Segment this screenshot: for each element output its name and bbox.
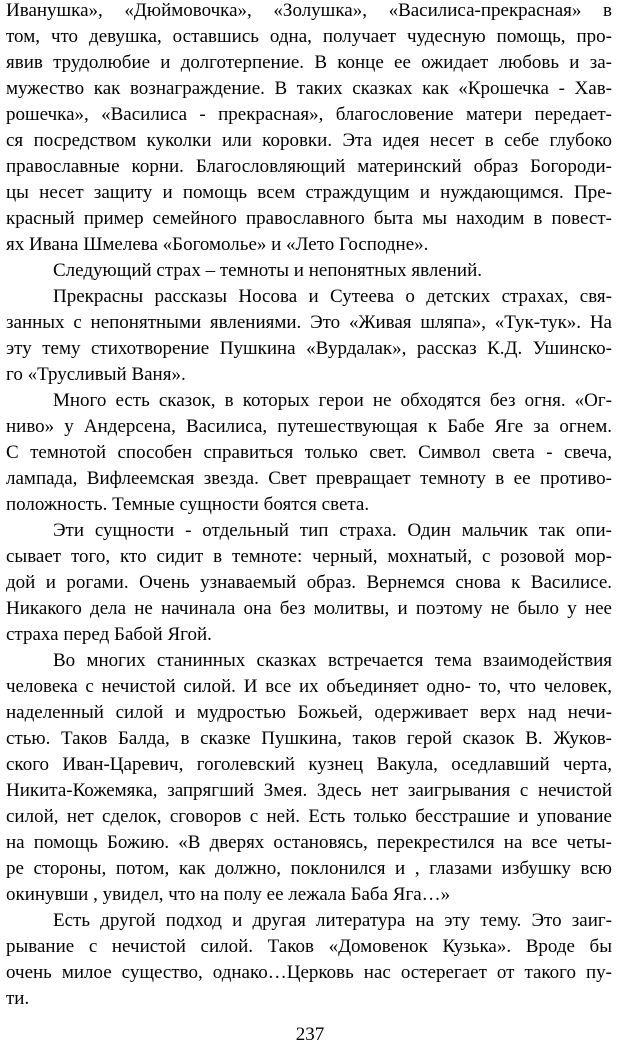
text-line: го «Трусливый Ваня». — [6, 364, 186, 385]
text-line: Прекрасны рассказы Носова и Сутеева о детских страхах, свя- — [53, 286, 612, 307]
text-line: ти. — [6, 988, 30, 1009]
page-number: 237 — [295, 1024, 325, 1045]
text-line: ся посредством куколки или коровки. Эта идея несет в себе глубоко — [6, 130, 612, 151]
text-line: окинувши , увидел, что на полу ее лежала Баба Яга…» — [6, 884, 451, 905]
text-line: Следующий страх – темноты и непонятных явлений. — [53, 260, 483, 281]
paragraph — [6, 388, 612, 518]
paragraph — [6, 908, 612, 1012]
text-line: стью. Таков Балда, в сказке Пушкина, таков герой сказок В. Жуков- — [6, 728, 612, 749]
text-line: Во многих станинных сказках встречается тема взаимодействия — [53, 650, 612, 671]
paragraph — [6, 518, 612, 648]
text-line: Никакого дела не начинала она без молитвы, и поэтому не было у нее — [6, 598, 612, 619]
text-line: человека с нечистой силой. И все их объединяет одно- то, что человек, — [6, 676, 612, 697]
paragraph — [6, 258, 612, 284]
text-line: Иванушка», «Дюймовочка», «Золушка», «Василиса-прекрасная» в — [6, 0, 612, 21]
paragraph — [6, 0, 612, 258]
text-line: Никита-Кожемяка, запрягший Змея. Здесь нет заигрывания с нечистой — [6, 780, 612, 801]
text-line: Много есть сказок, в которых герои не обходятся без огня. «Ог- — [53, 390, 612, 411]
body-text — [6, 0, 612, 1012]
text-line: очень милое существо, однако…Церковь нас остерегает от такого пу- — [6, 962, 612, 983]
text-line: явив трудолюбие и долготерпение. В конце ее ожидает любовь и за- — [6, 52, 612, 73]
paragraph — [6, 284, 612, 388]
text-line: силой, нет сделок, сговоров с ней. Есть только бесстрашие и упование — [6, 806, 612, 827]
text-line: С темнотой способен справиться только свет. Символ света - свеча, — [6, 442, 612, 463]
text-line: Есть другой подход и другая литература на эту тему. Это заиг- — [53, 910, 612, 931]
text-line: православные корни. Благословляющий материнский образ Богороди- — [6, 156, 612, 177]
text-line: наделенный силой и мудростью Божьей, одерживает верх над нечи- — [6, 702, 612, 723]
paragraph — [6, 648, 612, 908]
text-line: страха перед Бабой Ягой. — [6, 624, 212, 645]
text-line: сывает того, кто сидит в темноте: черный, мохнатый, с розовой мор- — [6, 546, 612, 567]
text-line: красный пример семейного православного быта мы находим в повест- — [6, 208, 612, 229]
text-line: ниво» у Андерсена, Василиса, путешествующая к Бабе Яге за огнем. — [6, 416, 612, 437]
text-line: эту тему стихотворение Пушкина «Вурдалак», рассказ К.Д. Ушинско- — [6, 338, 612, 359]
text-line: дой и рогами. Очень узнаваемый образ. Вернемся снова к Василисе. — [6, 572, 612, 593]
text-line: занных с непонятными явлениями. Это «Живая шляпа», «Тук-тук». На — [6, 312, 612, 333]
text-line: ях Ивана Шмелева «Богомолье» и «Лето Господне». — [6, 234, 429, 255]
text-line: мужество как вознаграждение. В таких сказках как «Крошечка - Хав- — [6, 78, 612, 99]
text-line: на помощь Божию. «В дверях остановясь, перекрестился на все четы- — [6, 832, 612, 853]
text-line: рывание с нечистой силой. Таков «Домовенок Кузька». Вроде бы — [6, 936, 612, 957]
text-line: рошечка», «Василиса - прекрасная», благословение матери передает- — [6, 104, 612, 125]
text-line: ре стороны, потом, как должно, поклонился и , глазами избушку всю — [6, 858, 612, 879]
text-line: ского Иван-Царевич, гоголевский кузнец Вакула, оседлавший черта, — [6, 754, 612, 775]
text-line: положность. Темные сущности боятся света. — [6, 494, 370, 515]
text-line: Эти сущности - отдельный тип страха. Один мальчик так опи- — [53, 520, 612, 541]
text-line: цы несет защиту и помощь всем страждущим и нуждающимся. Пре- — [6, 182, 612, 203]
text-line: лампада, Вифлеемская звезда. Свет превращает темноту в ее противо- — [6, 468, 612, 489]
text-line: том, что девушка, оставшись одна, получает чудесную помощь, про- — [6, 26, 612, 47]
